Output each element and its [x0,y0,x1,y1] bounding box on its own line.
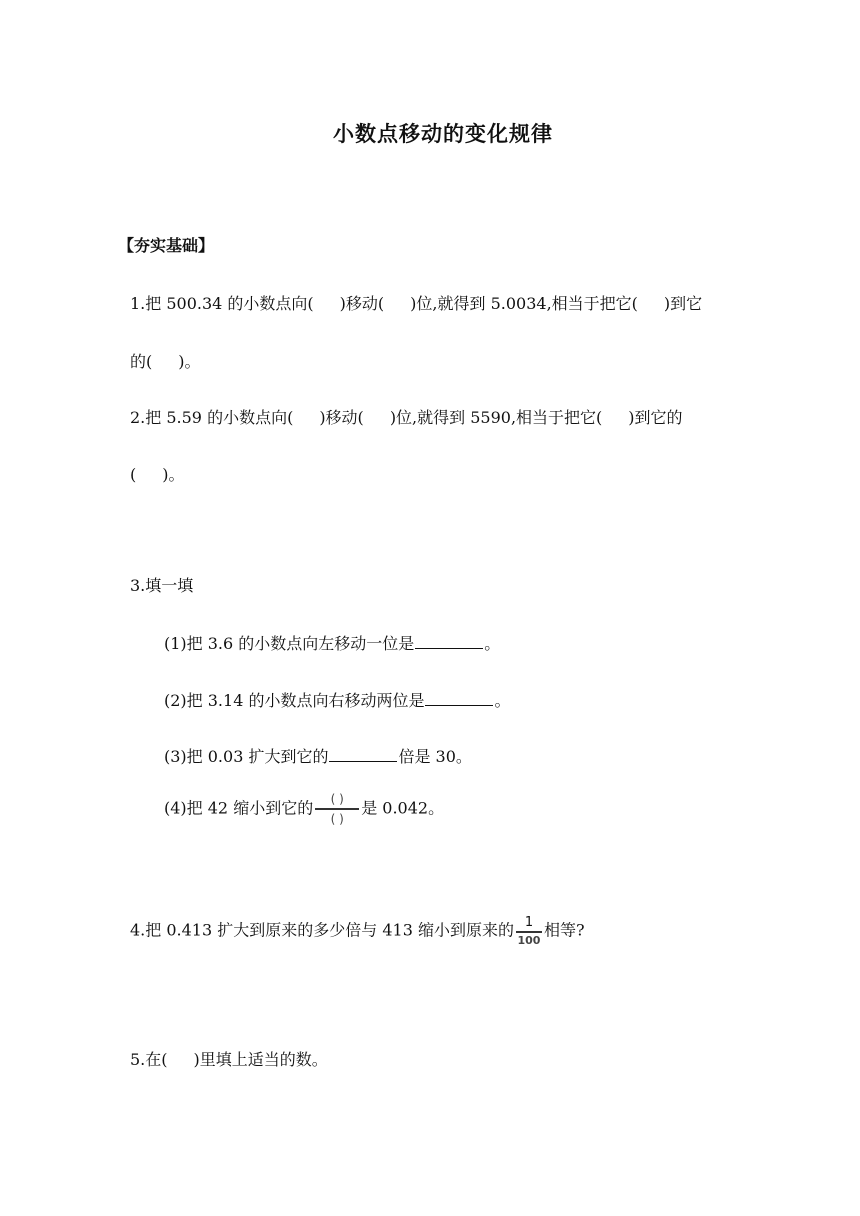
question-2-line-2 [130,462,185,485]
q2-text-c: )位,就得到 5590,相当于把它( [389,408,603,427]
q5-text-b: )里填上适当的数。 [193,1050,328,1069]
q3-s1-text: (1)把 3.6 的小数点向左移动一位是 [164,634,415,653]
question-3-label: 3.填一填 [130,576,194,595]
question-1-line-1 [130,291,702,314]
q1-text-e: 的( [130,352,153,371]
question-3-sub-3 [164,744,472,767]
question-5 [130,1047,328,1070]
question-4 [130,916,585,946]
q3-s4-end: 是 0.042。 [361,798,445,818]
q3-s4-text: (4)把 42 缩小到它的 [164,798,314,818]
page-title: 小数点移动的变化规律 [333,122,553,146]
q3-s1-end: 。 [484,634,501,653]
question-3-sub-4 [164,793,444,825]
q1-text-c: )位,就得到 5.0034,相当于把它( [410,294,638,313]
q2-text-b: )移动( [319,408,364,427]
answer-blank-2[interactable] [425,691,493,706]
q4-text-a: 4.把 0.413 扩大到原来的多少倍与 413 缩小到原来的 [130,920,514,940]
q1-text-b: )移动( [339,294,385,313]
q1-text-a: 1.把 500.34 的小数点向( [130,294,314,313]
fraction-numerator-blank: ( ) [330,792,344,806]
question-2-line-1 [130,405,683,428]
q3-s3-text: (3)把 0.03 扩大到它的 [164,747,329,766]
question-3-sub-1 [164,631,500,654]
q1-text-f: )。 [178,352,201,371]
q3-s2-end: 。 [494,691,511,710]
fraction-bar [315,808,359,810]
fraction-one-hundredth [516,916,542,946]
answer-blank-3[interactable] [329,747,397,762]
fraction-numerator: 1 [524,915,534,930]
section-heading: 【夯实基础】 [118,236,215,255]
q1-text-d: )到它 [663,294,703,313]
q3-s3-end: 倍是 30。 [398,747,472,766]
fraction-denominator: 100 [517,934,541,947]
fraction-denominator-blank: ( ) [330,812,344,826]
q2-text-d: )到它的 [628,408,683,427]
q4-text-b: 相等? [543,920,585,940]
question-1-line-2 [130,349,201,372]
q2-text-e: ( [130,465,137,484]
q2-text-f: )。 [162,465,185,484]
fraction-blank[interactable] [315,793,359,825]
fraction-bar [516,931,542,933]
q2-text-a: 2.把 5.59 的小数点向( [130,408,294,427]
answer-blank-1[interactable] [415,634,483,649]
question-3-sub-2 [164,688,510,711]
q5-text-a: 5.在( [130,1050,168,1069]
q3-s2-text: (2)把 3.14 的小数点向右移动两位是 [164,691,425,710]
